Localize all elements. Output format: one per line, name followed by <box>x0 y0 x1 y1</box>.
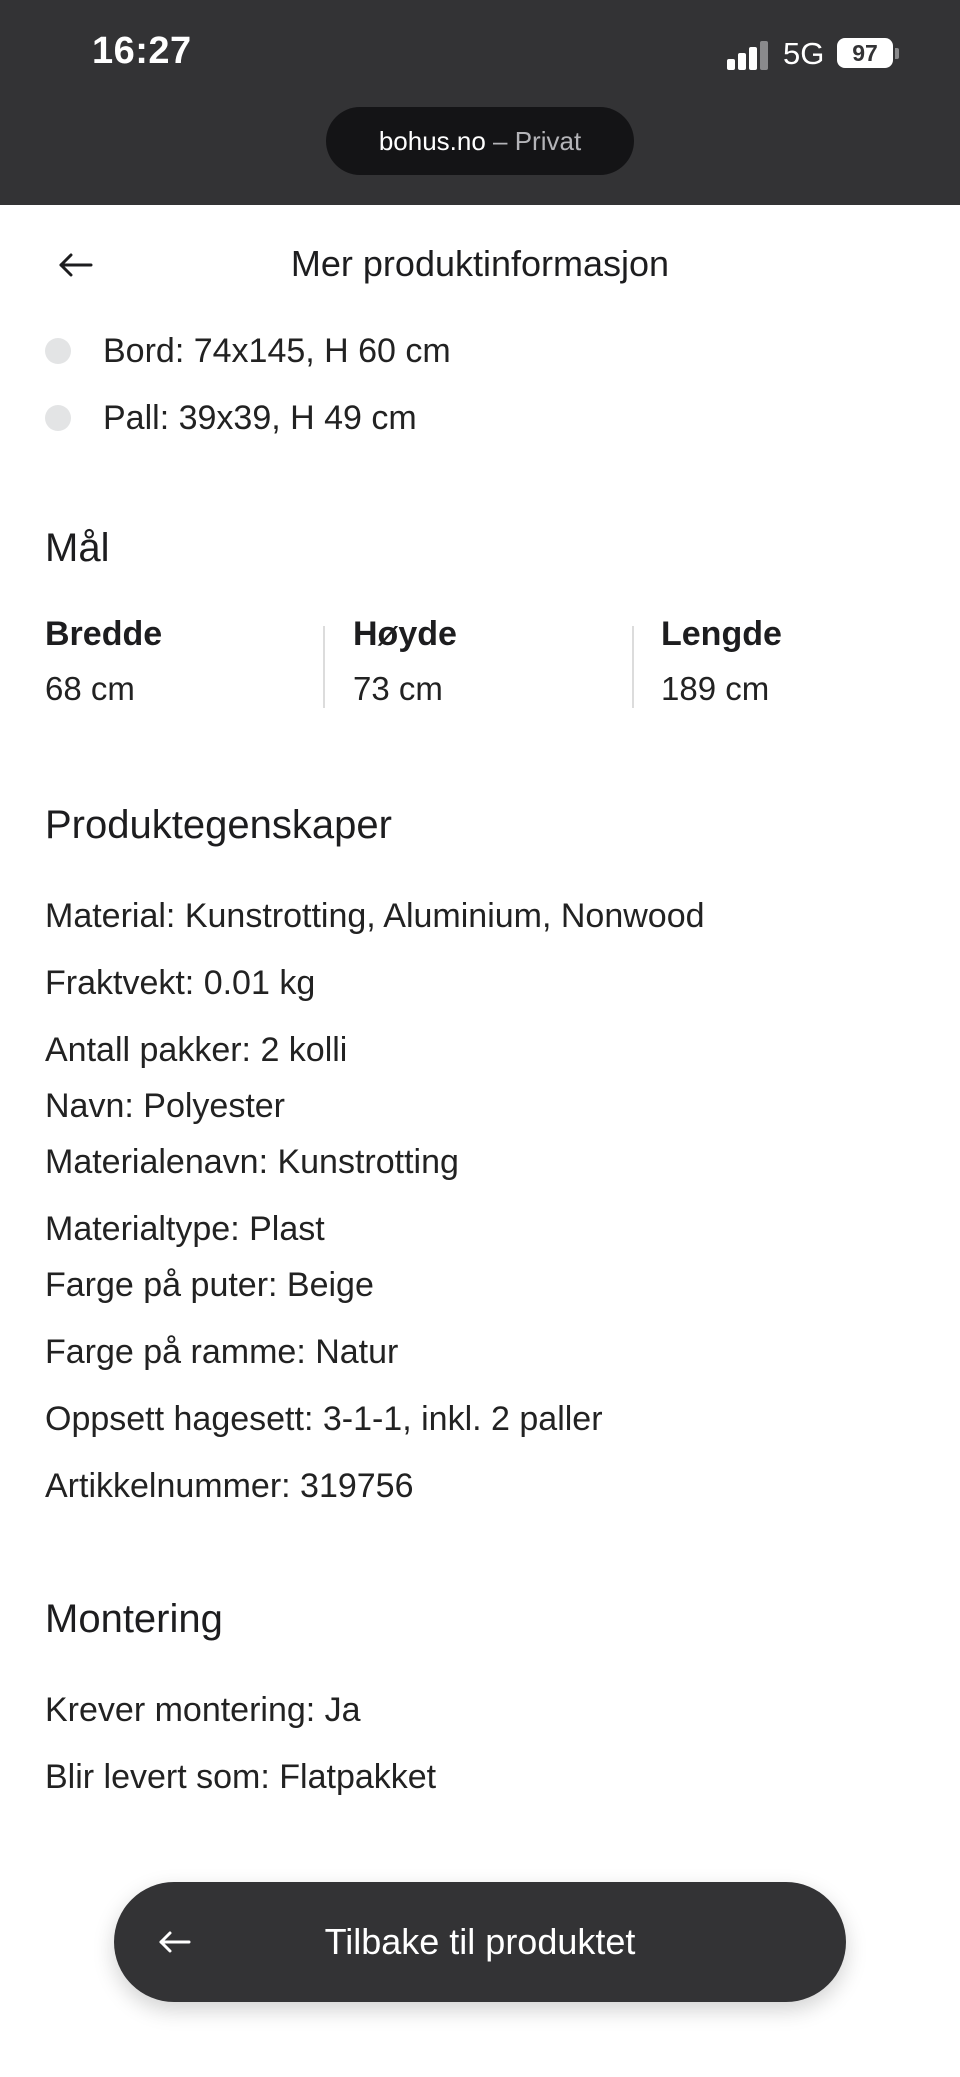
dimension-value: 68 cm <box>45 670 135 707</box>
divider <box>632 626 634 708</box>
battery-nub <box>895 48 899 59</box>
back-to-product-label: Tilbake til produktet <box>324 1921 636 1962</box>
property-item: Materialtype: Plast <box>45 1210 325 1248</box>
property-item: Oppsett hagesett: 3-1-1, inkl. 2 paller <box>45 1400 603 1438</box>
url-domain: bohus.no <box>378 126 486 156</box>
cellular-signal-icon <box>727 40 771 70</box>
property-item: Materialenavn: Kunstrotting <box>45 1143 459 1181</box>
dimension-label: Høyde <box>353 615 457 653</box>
page-title: Mer produktinformasjon <box>290 243 670 284</box>
url-bar[interactable] <box>326 107 634 175</box>
dimension-length <box>661 608 782 718</box>
property-item: Artikkelnummer: 319756 <box>45 1467 414 1505</box>
bullet-icon <box>45 405 71 431</box>
dimension-label: Bredde <box>45 615 163 653</box>
dimension-value: 73 cm <box>353 670 443 707</box>
property-item: Antall pakker: 2 kolli <box>45 1031 348 1069</box>
properties-heading: Produktegenskaper <box>45 803 392 847</box>
dimension-value: 189 cm <box>661 670 770 707</box>
assembly-item: Krever montering: Ja <box>45 1691 361 1729</box>
bullet-icon <box>45 338 71 364</box>
dimension-label: Lengde <box>661 615 782 653</box>
part-text: Bord: 74x145, H 60 cm <box>103 332 451 370</box>
property-item: Material: Kunstrotting, Aluminium, Nonwood <box>45 897 705 935</box>
battery-level: 97 <box>852 40 878 66</box>
property-item: Farge på puter: Beige <box>45 1266 374 1304</box>
part-text: Pall: 39x39, H 49 cm <box>103 399 417 437</box>
network-type: 5G <box>783 36 825 71</box>
assembly-item: Blir levert som: Flatpakket <box>45 1758 437 1796</box>
property-item: Fraktvekt: 0.01 kg <box>45 964 316 1002</box>
dimension-width <box>45 608 162 718</box>
status-bar <box>0 0 960 205</box>
property-item: Farge på ramme: Natur <box>45 1333 399 1371</box>
private-mode-label: – Privat <box>493 126 582 156</box>
divider <box>323 626 325 708</box>
dimension-height <box>353 608 457 718</box>
assembly-heading: Montering <box>45 1597 223 1641</box>
battery-icon <box>837 38 893 68</box>
property-item: Navn: Polyester <box>45 1087 285 1125</box>
status-time: 16:27 <box>92 30 192 72</box>
dimensions-heading: Mål <box>45 526 110 570</box>
back-to-product-button[interactable] <box>114 1882 846 2002</box>
page-header <box>0 205 960 325</box>
